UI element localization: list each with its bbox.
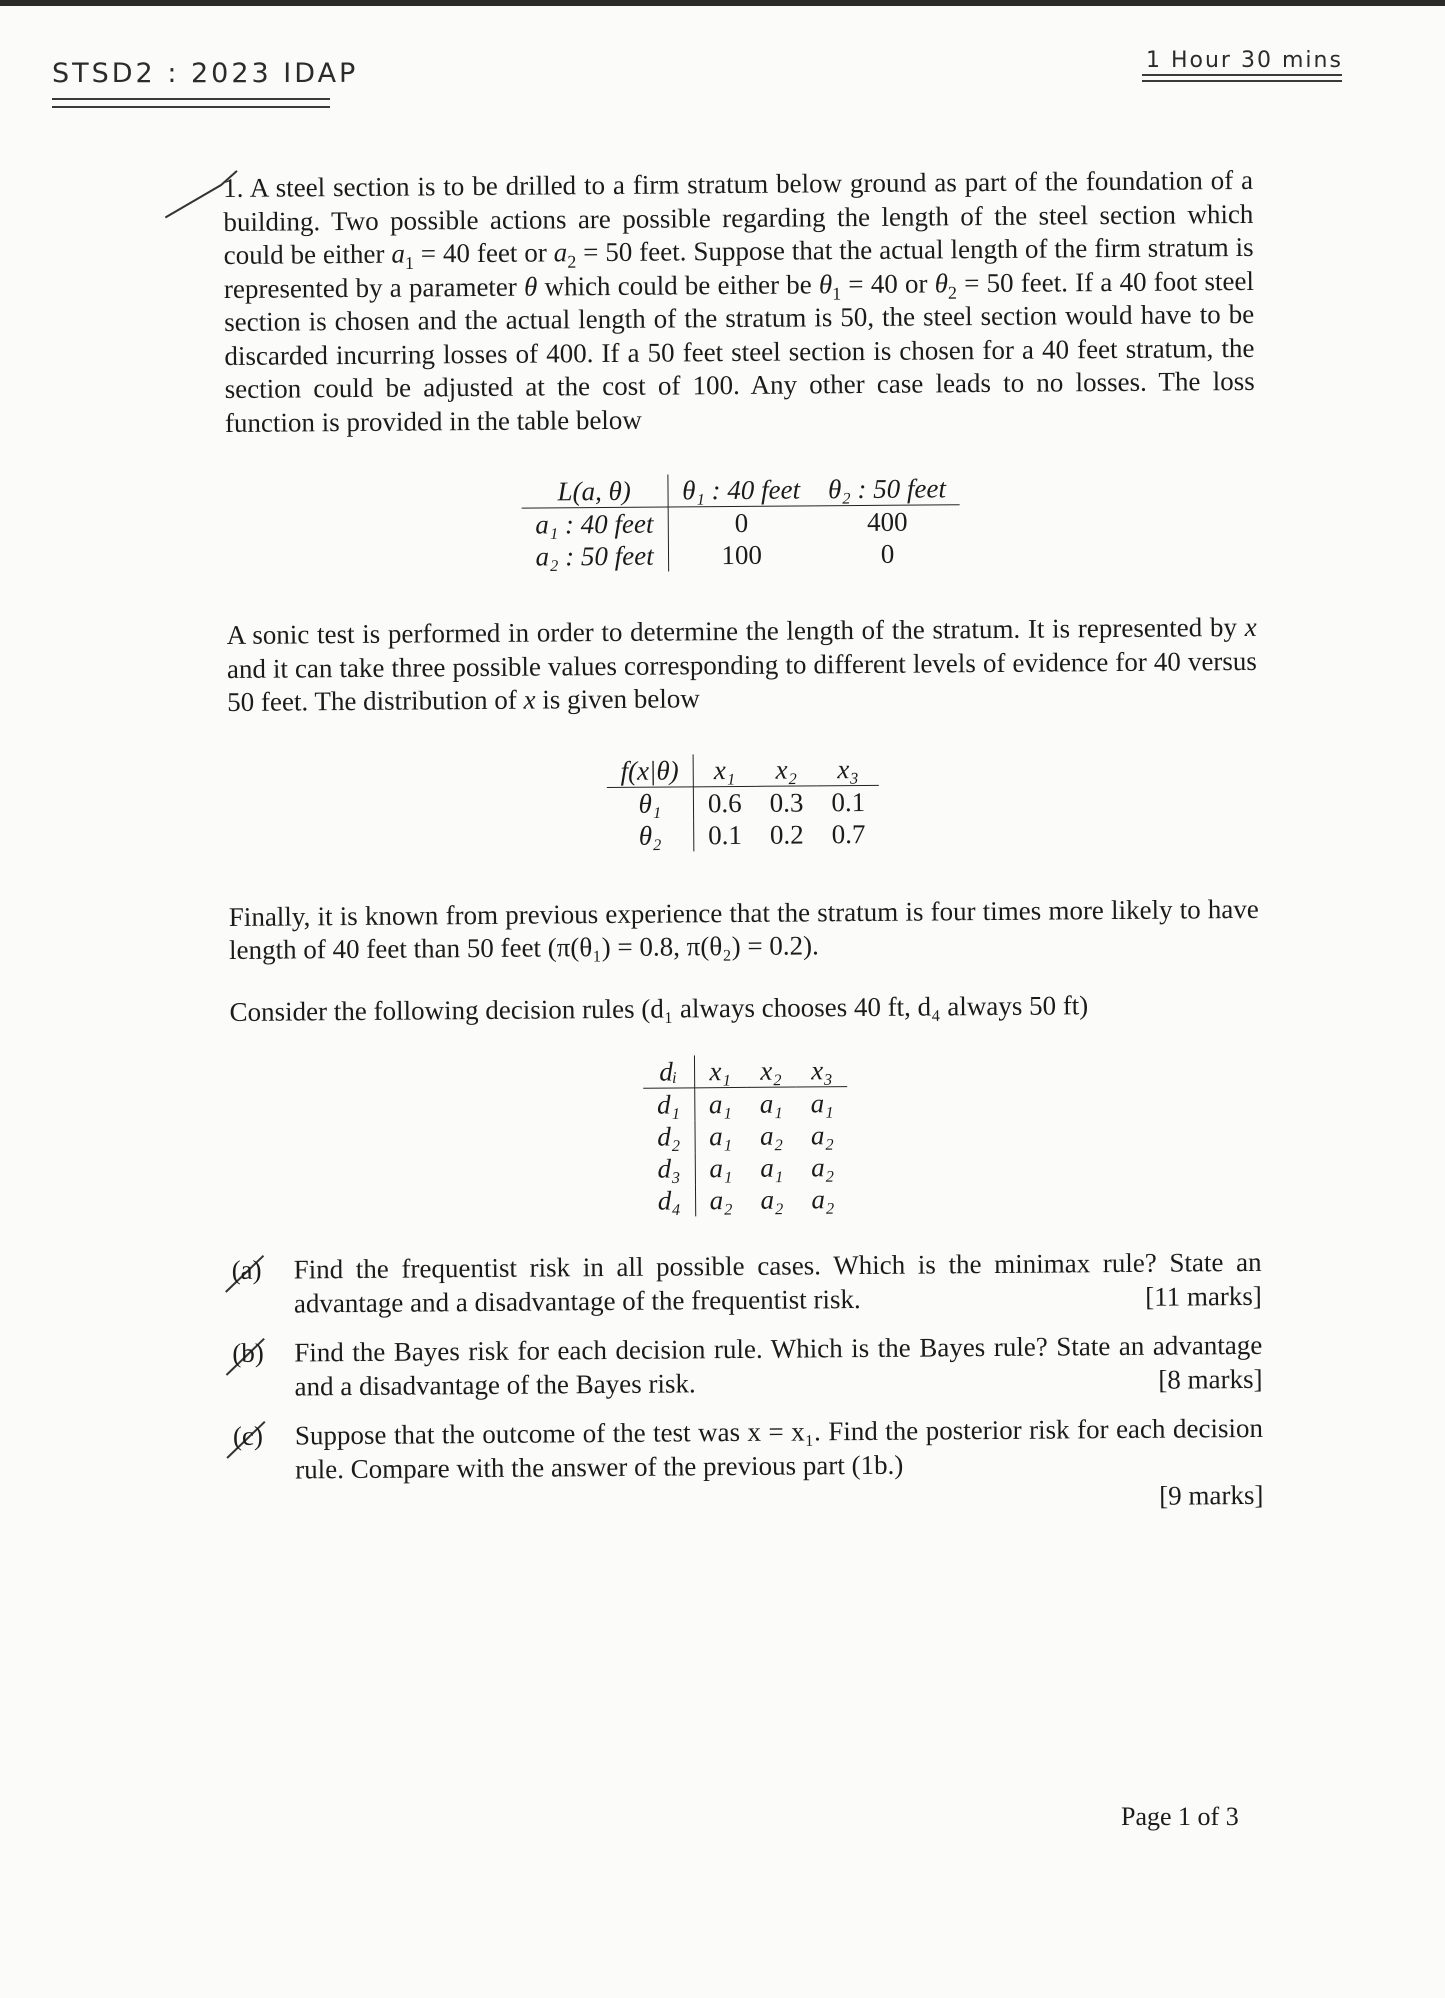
course-code-underline [52,98,330,100]
rule-label: d₄ [644,1184,696,1216]
rule-cell: a₂ [811,1184,835,1215]
loss-table [521,472,961,572]
rules-table-row [643,1087,848,1121]
dist-row-label: θ₁ [607,786,694,819]
rule-cell: a₂ [760,1184,784,1215]
intro-text-1: A steel section is to be drilled to a firm stratum below ground as part of the foundation of a building. Two possible actions are possible regarding the length of the steel section which could be either [223,164,1254,270]
symbol-a-2: a [553,237,568,268]
subscript-4: 2 [947,282,958,303]
part-b-label: (b) [232,1337,264,1368]
rule-cell: a₁ [759,1088,783,1119]
loss-row-label: a₂ : 50 feet [521,540,668,573]
rule-cell: a₁ [709,1121,733,1152]
distribution-table [606,752,879,851]
part-a-marks: [11 marks] [1145,1280,1262,1312]
dist-cell: 0.1 [831,786,866,817]
dist-table-header: x₁ [693,753,756,786]
part-a-text: Find the frequentist risk in all possible cases. Which is the minimax rule? State an advantage and a disadvantage of the frequentist risk. [293,1246,1262,1318]
rule-cell: a₂ [810,1120,834,1151]
part-c-label: (c) [232,1420,264,1451]
question-part-c [233,1412,1264,1521]
rule-cell: a₁ [810,1088,834,1119]
dist-table-row [607,817,880,851]
handwritten-duration: 1 Hour 30 mins [1146,48,1343,73]
prior-paragraph: Finally, it is known from previous experience that the stratum is four times more likely to have length of 40 feet than 50 feet (π(θ₁) = 0.8, π(θ₂) = 0.2). [228,893,1259,965]
question-part-a [231,1246,1261,1321]
loss-row-label: a₁ : 40 feet [521,507,668,541]
rule-label: d₁ [643,1088,695,1121]
symbol-x: x [1244,611,1257,642]
dist-table-header: x₂ [755,753,817,786]
dist-cell: 0.1 [708,819,743,850]
loss-table-header: θ₂ : 50 feet [814,472,960,506]
loss-table-row [521,537,960,572]
symbol-theta-2: θ [934,267,949,298]
handwritten-course-code: STSD2 : 2023 IDAP [52,58,359,89]
rules-table-row [643,1119,848,1153]
sonic-text-1: A sonic test is performed in order to determine the length of the stratum. It is represented by [226,611,1245,650]
loss-table-row [521,505,960,541]
loss-cell: 0 [734,507,749,538]
rules-table-header: x₃ [796,1054,847,1087]
top-border [0,0,1445,6]
decision-rules-table [643,1054,849,1217]
dist-cell: 0.7 [831,818,866,849]
rules-paragraph: Consider the following decision rules (d₁ always chooses 40 ft, d₄ always 50 ft) [229,989,1089,1027]
rule-cell: a₁ [760,1152,784,1183]
dist-table-header: x₃ [817,752,879,785]
question-parts [231,1246,1263,1521]
symbol-theta: θ [523,271,538,302]
dist-cell: 0.2 [769,818,804,850]
symbol-x-2: x [523,684,536,715]
rules-table-header: x₂ [745,1055,796,1088]
dist-table-corner: f(x|θ) [606,754,693,787]
dist-row-label: θ₂ [607,819,694,852]
sonic-text-2: and it can take three possible values corresponding to different levels of evidence for 40 versus 50 feet. The distribution of [226,645,1257,717]
sonic-text-3: is given below [535,683,700,715]
subscript-3: 1 [832,283,842,304]
pen-strike-icon [161,167,244,228]
loss-table-header: θ₁ : 40 feet [668,473,815,507]
rules-table-header: x₁ [694,1055,746,1088]
question-number-label: 1. [223,172,244,203]
subscript-2: 2 [567,251,577,272]
loss-table-corner: L(a, θ) [521,475,668,509]
dist-cell: 0.3 [769,786,804,818]
rule-label: d₂ [643,1120,695,1152]
dist-cell: 0.6 [707,787,742,818]
part-b-text: Find the Bayes risk for each decision rule. Which is the Bayes rule? State an advantage and a disadvantage of the Bayes risk. [294,1329,1263,1401]
rule-cell: a₁ [709,1153,733,1184]
loss-cell: 100 [721,539,763,571]
loss-cell: 0 [880,538,895,569]
question-part-b [232,1329,1262,1404]
rules-table-row [643,1151,848,1185]
intro-text-3: = 50 feet. Suppose that the actual length of the firm stratum is represented by a parameter [223,231,1254,304]
rule-cell: a₂ [811,1152,835,1183]
symbol-theta-1: θ [818,268,833,299]
dist-table-row [607,785,880,820]
rules-table-row [644,1183,849,1217]
part-b-marks: [8 marks] [1158,1363,1263,1395]
rule-cell: a₂ [709,1185,733,1216]
intro-text-6: = 50 feet. If a 40 foot steel section is chosen and the actual length of the stratum is 50, the steel section would have to be discarded incurring losses of 400. If a 50 feet steel section is chosen for a 40 feet stratum, the section could be adjusted at the cost of 100. Any other case leads to no losses. The loss function is provided in the table below [224,265,1255,438]
question-number [223,173,250,203]
rules-table-corner: dᵢ [643,1055,695,1088]
symbol-a: a [391,238,405,269]
page-number: Page 1 of 3 [1121,1802,1239,1831]
rule-cell: a₂ [759,1120,784,1151]
question-content [223,164,1264,1537]
rule-cell: a₁ [708,1089,732,1120]
course-code-underline-2 [52,106,330,108]
duration-underline [1142,74,1342,76]
part-c-text: Suppose that the outcome of the test was x = x₁. Find the posterior risk for each decision rule. Compare with the answer of the previous part (1b.) [294,1412,1264,1484]
intro-text-4: which could be either be [537,268,819,302]
subscript-1: 1 [404,252,415,273]
loss-cell: 400 [866,506,908,537]
intro-text-2: = 40 feet or [413,237,554,269]
duration-underline-2 [1142,80,1342,82]
sonic-test-paragraph [227,611,1258,720]
part-a-label: (a) [231,1254,262,1285]
rule-label: d₃ [643,1152,695,1184]
intro-text-5: = 40 or [841,267,935,299]
part-c-marks: [9 marks] [1159,1479,1264,1511]
question-intro [223,164,1255,440]
